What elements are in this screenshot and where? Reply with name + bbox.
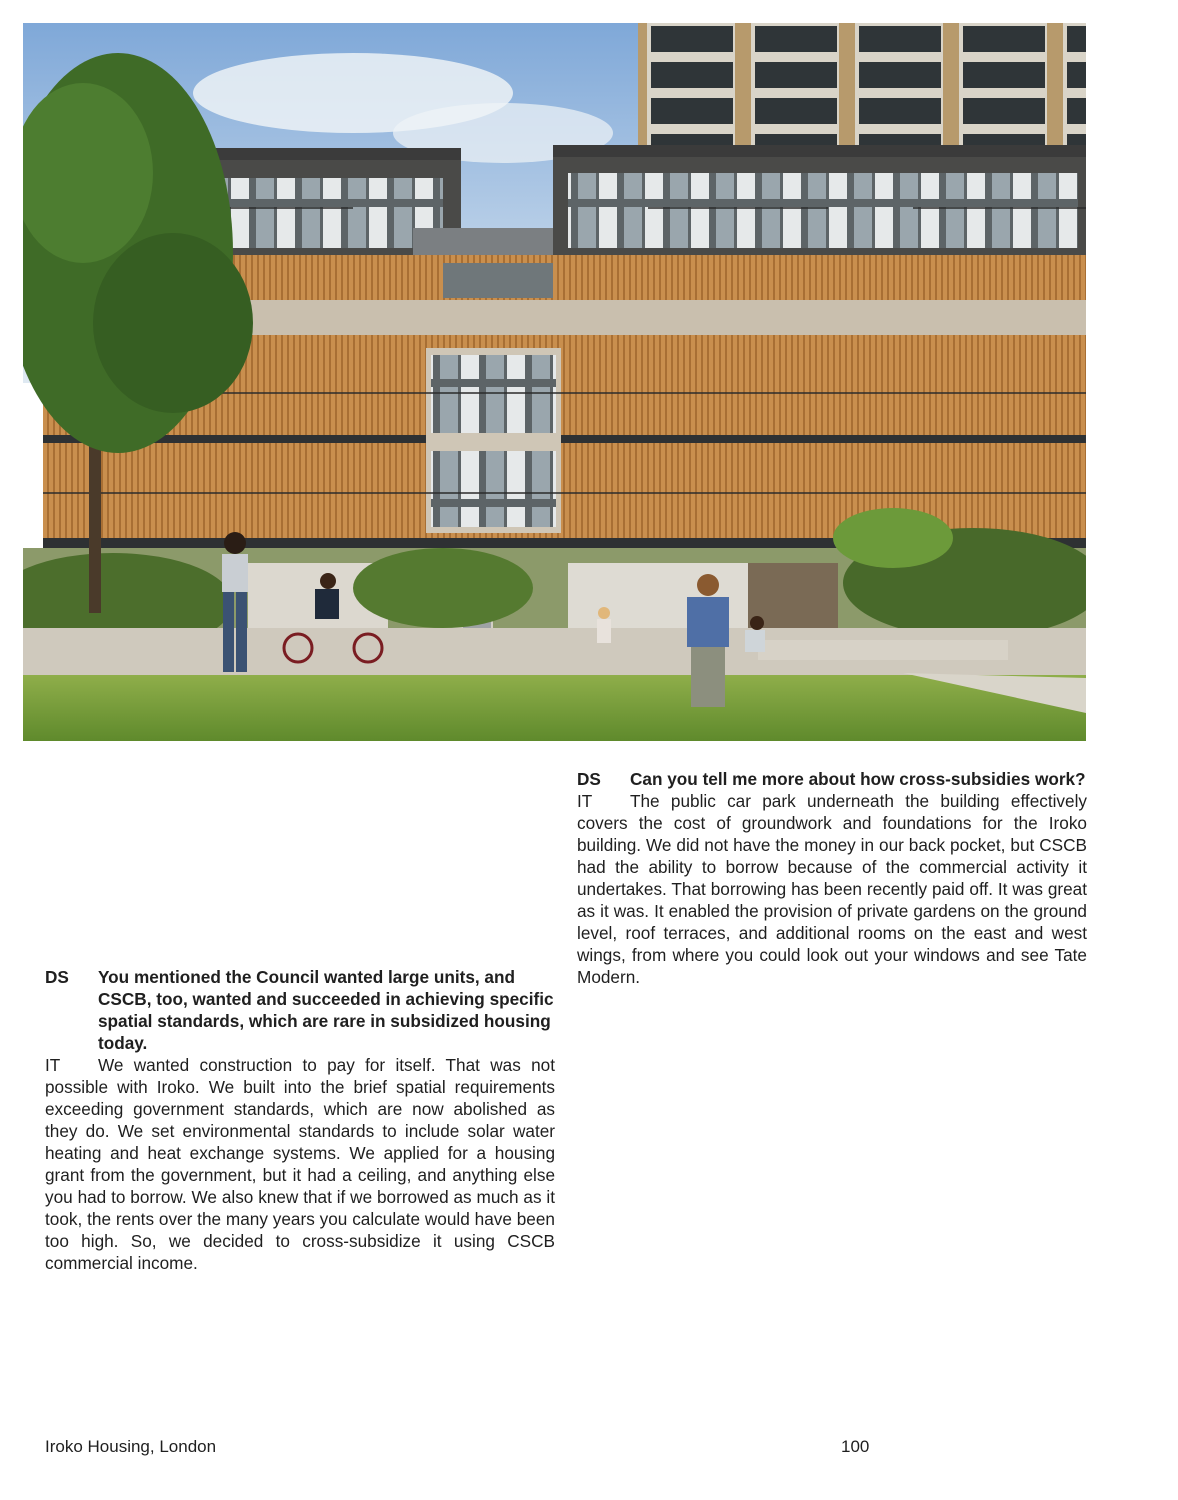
speaker-label: DS [577, 769, 601, 789]
speaker-label: IT [45, 1055, 61, 1075]
question-text: Can you tell me more about how cross-subsidies work? [630, 769, 1086, 789]
page-number: 100 [841, 1437, 870, 1456]
photo-caption: Iroko Housing, London [45, 1437, 217, 1456]
right-column [577, 768, 1087, 988]
answer-text: The public car park underneath the building effectively covers the cost of groundwork and foundations for the Iroko building. We did not have the money in our back pocket, but CSCB had the ability to borrow because of the commercial activity it undertakes. That borrowing has been recently paid off. It was great as it was. It enabled the provision of private gardens on the ground level, roof terraces, and additional rooms on the east and west wings, from where you could look out your windows and see Tate Modern. [577, 791, 1087, 987]
interview-answer [577, 790, 1087, 988]
interview-question [45, 966, 555, 1054]
building-photo [23, 23, 1086, 741]
left-column [45, 966, 555, 1274]
answer-text: We wanted construction to pay for itself. That was not possible with Iroko. We built into the brief spatial requirements exceeding government standards, which are now abolished as they do. We set environmental standards to include solar water heating and heat exchange systems. We applied for a housing grant from the government, but it had a ceiling, and anything else you had to borrow. We also knew that if we borrowed as much as it took, the rents over the many years you calculate would have been too high. So, we decided to cross-subsidize it using CSCB commercial income. [45, 1055, 555, 1273]
interview-question [577, 768, 1087, 790]
speaker-label: IT [577, 791, 593, 811]
question-text: You mentioned the Council wanted large units, and CSCB, too, wanted and succeeded in achieving specific spatial standards, which are rare in subsidized housing today. [98, 967, 554, 1053]
speaker-label: DS [45, 967, 69, 987]
interview-answer [45, 1054, 555, 1274]
